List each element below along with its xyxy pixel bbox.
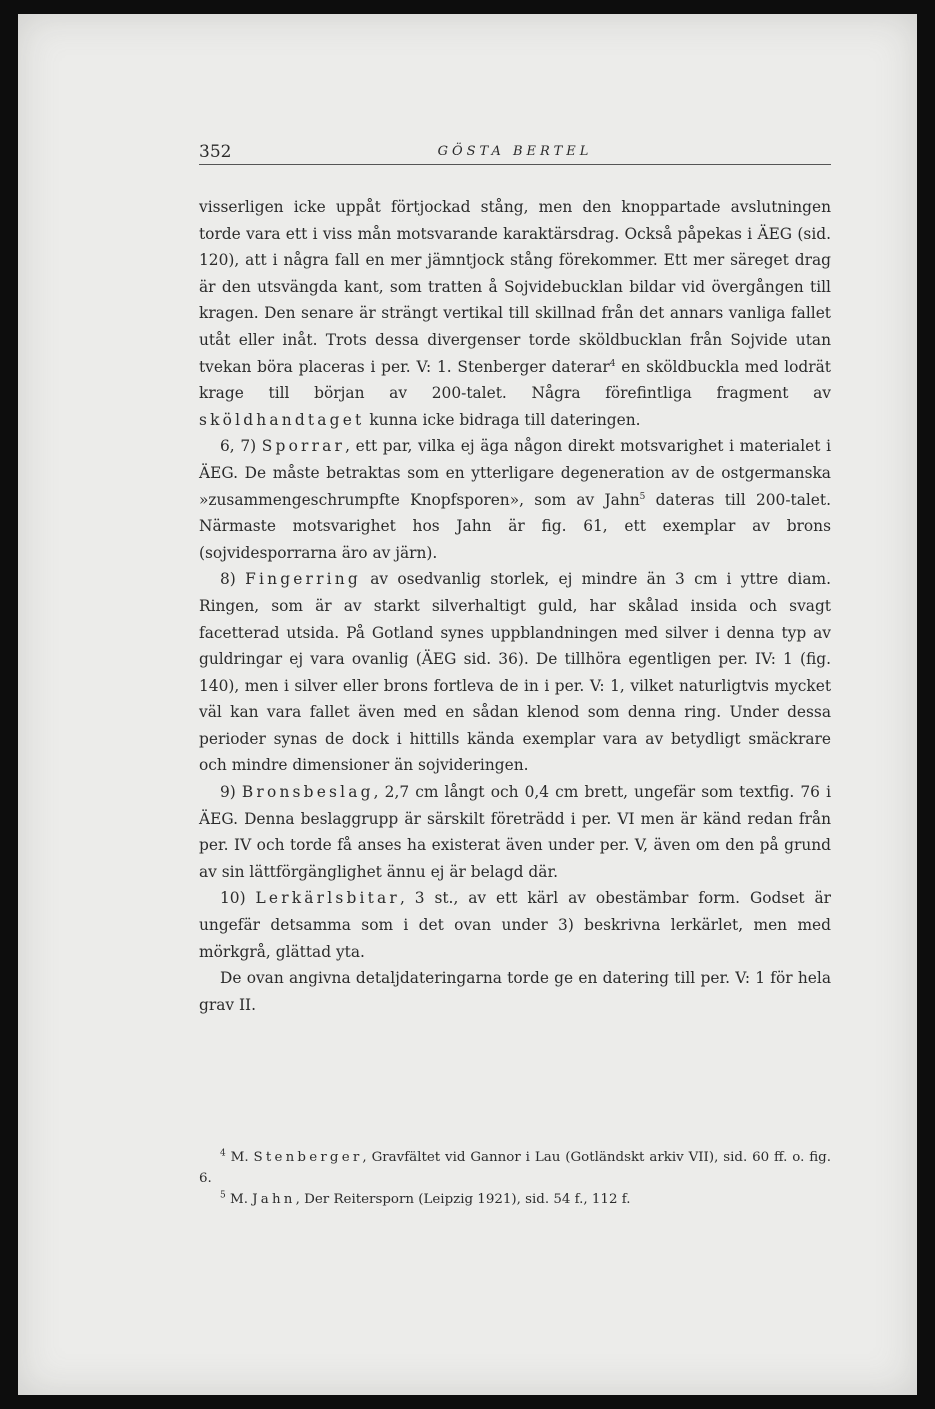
footnote-4-author: Stenberger xyxy=(253,1150,363,1165)
paragraph-3 xyxy=(199,566,831,779)
spaced-term-fingerring: Fingerring xyxy=(245,570,361,589)
book-page xyxy=(18,14,917,1395)
footnotes xyxy=(199,1147,831,1210)
footnote-4-prefix: M. xyxy=(225,1150,254,1165)
footnote-4 xyxy=(199,1147,831,1189)
paragraph-1-text-b: en sköldbuckla med lodrät krage till början av 200-talet. Några förefintliga fragment av xyxy=(199,357,831,403)
paragraph-1-text-a: visserligen icke uppåt förtjockad stång, men den knoppartade avslutningen torde vara ett i viss mån motsvarande karaktärsdrag. Också påpekas i ÄEG (sid. 120), att i några fall en mer jämntjock stång förekommer. Ett mer säreget drag är den utsvängda kant, som tratten å Sojvidebucklan bildar vid övergången till kragen. Den senare är strängt vertikal till skillnad från det annars vanliga fallet utåt eller inåt. Trots dessa divergenser torde sköldbucklan från Sojvide utan tvekan böra placeras i per. V: 1. Stenberger daterar xyxy=(199,198,831,376)
paragraph-4-text-a: , 2,7 cm långt och 0,4 cm brett, ungefär som textfig. 76 i ÄEG. Denna beslaggrupp är särskilt företrädd i per. VI men är känd redan från per. IV och torde få anses ha existerat även under per. V, även om den på grund av sin lättförgänglighet ännu ej är belagd där. xyxy=(199,783,831,881)
page-number: 352 xyxy=(199,142,232,162)
paragraph-2 xyxy=(199,433,831,566)
paragraph-2-text-a: , ett par, vilka ej äga någon direkt motsvarighet i materialet i ÄEG. De måste betraktas som en ytterligare degeneration av de ostgermanska »zusammengeschrumpfte Knopfsporen», som av Jahn xyxy=(199,437,831,509)
paragraph-2-text-b: dateras till 200-talet. Närmaste motsvarighet hos Jahn är fig. 61, ett exemplar av brons (sojvidesporrarna äro av järn). xyxy=(199,490,831,562)
footnote-5-author: Jahn xyxy=(252,1192,296,1207)
footnote-5 xyxy=(199,1189,831,1210)
footnote-5-prefix: M. xyxy=(225,1192,253,1207)
footnote-ref-4: 4 xyxy=(609,358,616,369)
footnote-4-text: , Gravfältet vid Gannor i Lau (Gotländskt arkiv VII), sid. 60 ff. o. fig. 6. xyxy=(199,1150,831,1186)
paragraph-5 xyxy=(199,885,831,965)
paragraph-4 xyxy=(199,779,831,885)
running-head: GÖSTA BERTEL xyxy=(437,144,593,159)
item-number-9: 9) xyxy=(220,783,242,802)
paragraph-1 xyxy=(199,194,831,433)
paragraph-6 xyxy=(199,965,831,1018)
footnote-mark-5: 5 xyxy=(220,1190,226,1201)
spaced-term-lerkarlsbitar: Lerkärlsbitar xyxy=(255,889,400,908)
footnote-ref-5: 5 xyxy=(639,491,646,502)
item-number-10: 10) xyxy=(220,889,256,908)
footnote-5-text: , Der Reitersporn (Leipzig 1921), sid. 54 f., 112 f. xyxy=(295,1192,631,1207)
footnote-mark-4: 4 xyxy=(220,1148,226,1159)
page-header xyxy=(199,142,831,165)
item-number-8: 8) xyxy=(220,570,246,589)
paragraph-3-text-a: av osedvanlig storlek, ej mindre än 3 cm i yttre diam. Ringen, som är av starkt silverhaltigt guld, har skålad insida och svagt facetterad utsida. På Gotland synes uppblandningen med silver i denna typ av guldringar ej vara ovanlig (ÄEG sid. 36). De tillhöra egentligen per. IV: 1 (fig. 140), men i silver eller brons fortleva de in i per. V: 1, vilket naturligtvis mycket väl kan vara fallet även med en sådan klenod som denna ring. Under dessa perioder synas de dock i hittills kända exemplar vara av betydligt smäckrare och mindre dimensioner än sojvideringen. xyxy=(199,570,831,775)
spaced-term-sporrar: Sporrar xyxy=(261,437,346,456)
spaced-term-bronsbeslag: Bronsbeslag xyxy=(241,783,374,802)
paragraph-5-text-a: , 3 st., av ett kärl av obestämbar form. Godset är ungefär detsamma som i det ovan under 3) beskrivna lerkärlet, men med mörkgrå, glättad yta. xyxy=(199,889,831,961)
item-number-6-7: 6, 7) xyxy=(220,437,262,456)
paragraph-6-text: De ovan angivna detaljdateringarna torde ge en datering till per. V: 1 för hela grav II. xyxy=(199,969,831,1014)
spaced-term-skoldhandtaget: sköldhandtaget xyxy=(199,410,365,429)
paragraph-1-text-c: kunna icke bidraga till dateringen. xyxy=(364,410,641,429)
body-text xyxy=(199,194,831,1018)
